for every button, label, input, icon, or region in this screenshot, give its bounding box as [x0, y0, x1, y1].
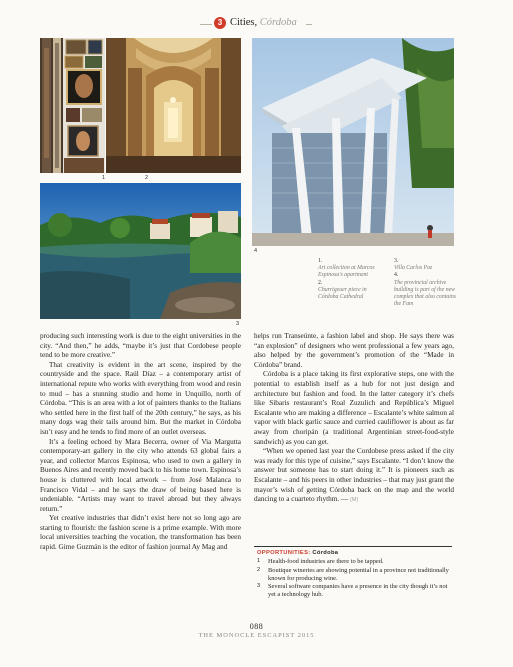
paragraph: helps run Transeúnte, a fashion label and shop. He says there was “an explosion” of designers who went professional a few years ago, also helped by the government’s promotion of the “Made in Córdoba” brand.: [254, 332, 454, 369]
photo-number-1: 1: [102, 175, 106, 181]
running-header: [0, 16, 513, 32]
list-number: 3: [257, 583, 261, 590]
paragraph: Córdoba is a place taking its first explorative steps, one with the potential to establish itself as a hub for not just design and architecture but fashion and food. In the latter category it’s chefs like Sibaris restaurant’s Roal Zuzulich and República’s Miguel Escalante who are making a difference – Escalante’s white salmon al vapor with black garlic sauce and curried cauliflower is about as far away from choripán (a traditional Argentinian street-food-style sandwich) as you can get.: [254, 370, 454, 446]
list-text: Boutique wineries are showing potential in a province not traditionally known for producing wine.: [268, 566, 449, 582]
photo-number-4: 4: [254, 248, 258, 254]
photo-villa-carlos-paz: [40, 183, 241, 319]
caption-number: 4.: [394, 272, 399, 279]
caption-text: Churrigeuer piece in Córdoba Cathedral: [318, 286, 367, 301]
caption-number: 2.: [318, 279, 323, 286]
list-number: 1: [257, 558, 261, 564]
opportunities-box: [254, 546, 452, 600]
caption-2: [318, 280, 380, 302]
body-column-right: [254, 332, 454, 506]
publication-name: THE MONOCLE ESCAPIST 2015: [198, 632, 315, 639]
caption-text: The provincial archive building is part of the new complex that also contains the Fam: [394, 279, 456, 308]
paragraph: producing such interesting work is due to the eight universities in the city. “And then,” he adds, “maybe it’s just that Cordobese people tend to be more creative.”: [40, 332, 241, 360]
caption-text: Art collection at Marcos Espinosa's apartment: [318, 265, 375, 279]
paragraph: Yet creative industries that didn’t exist here not so long ago are starting to flourish: the fashion scene is a prime example. With more local universities teaching the vocation, the transformation has been rapid. Gime Guzmán is the editor of fashion journal Ay Mag and: [40, 514, 241, 552]
photo-archive-building: [252, 38, 454, 246]
opportunities-city: Córdoba: [312, 550, 339, 556]
list-number: 2: [257, 566, 261, 573]
captions-column-right: [394, 258, 456, 308]
caption-text: Villa Carlos Paz: [394, 265, 433, 272]
caption-number: 3.: [394, 258, 399, 264]
photo-number-3: 3: [236, 321, 240, 327]
opportunities-heading: [254, 547, 452, 558]
list-item: [254, 558, 452, 566]
section-title: [230, 16, 297, 30]
list-text: Several software companies have a presence in the city though it’s not yet a technology hub.: [268, 583, 448, 599]
section-city: Córdoba: [259, 17, 297, 28]
caption-number: 1.: [318, 258, 323, 264]
page-footer: [0, 622, 513, 639]
opportunities-list: [254, 558, 452, 599]
section-number-badge: 3: [214, 17, 226, 29]
opportunities-label: OPPORTUNITIES:: [257, 550, 311, 556]
header-rule-left: [200, 24, 212, 25]
captions-column-left: [318, 258, 380, 301]
photo-cathedral: [106, 38, 241, 173]
list-item: [254, 567, 452, 583]
body-column-left: [40, 332, 241, 553]
page-number: 088: [249, 622, 264, 631]
paragraph: It’s a feeling echoed by Mara Becerra, owner of Via Margutta contemporary-art gallery in the city who attends 63 global fairs a year, and collector Marcos Espinosa, who used to own a gallery in Buenos Aires and recently moved back to his home town. Espinosa’s house is cluttered with local artwork – from José Malanca to Francisco Vidal – and he says the draw of being based here is undeniable. “Artists may want to travel abroad but they always return.”: [40, 437, 241, 513]
paragraph-text: “When we opened last year the Cordobese press asked if the city was ready for this type of cuisine,” says Escalante. “I don’t know the answer but someone has to start doing it.” It is pioneers such as Escalante – and his peers in other industries – that may just grant the mayor’s wish of getting Córdoba back on the map and the world dancing to a cuarteto rhythm. —: [254, 447, 454, 504]
photo-number-2: 2: [145, 175, 149, 181]
list-item: [254, 583, 452, 599]
caption-3: [394, 258, 456, 272]
header-rule-right: [306, 24, 312, 25]
section-label: Cities,: [230, 17, 258, 28]
photo-art-collection: [40, 38, 105, 173]
paragraph: That creativity is evident in the art scene, inspired by the countryside and the space. Raúl Díaz – a contemporary artist of international repute who works with everything from wood and resin to mud – has a stunning studio and home in Unquillo, north of Córdoba. “This is an area with a lot of painters thanks to the Italians who settled here in the first half of the 20th century,” he says, as his many dogs wag their tails around him. But the market in Córdoba isn’t easy and he tends to find more of an outlet overseas.: [40, 360, 241, 436]
list-text: Health-food industries are there to be tapped.: [268, 558, 384, 565]
end-mark: (M): [350, 497, 359, 504]
paragraph: [254, 447, 454, 506]
caption-1: [318, 258, 380, 280]
caption-4: [394, 272, 456, 308]
